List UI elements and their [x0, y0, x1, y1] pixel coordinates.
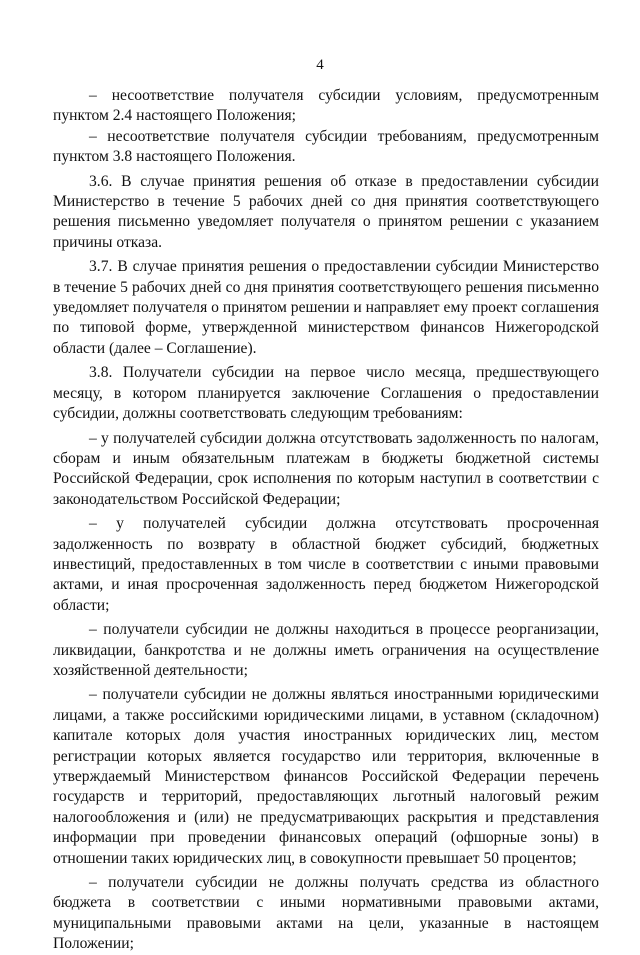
paragraph-3-7: 3.7. В случае принятия решения о предоставлении субсидии Министерство в течение 5 рабочих дней со дня принятия соответствующего решения письменно уведомляет получателя о принятом решении и направляет ему проект соглашения по типовой форме, утвержденной министерством финансов Нижегородской области (далее – Соглашение).	[53, 258, 599, 357]
paragraph-3-8: 3.8. Получатели субсидии на первое число месяца, предшествующего месяцу, в котором планируется заключение Соглашения о предоставлении субсидии, должны соответствовать следующим требованиям:	[53, 364, 599, 423]
requirement-no-other-funds: – получатели субсидии не должны получать средства из областного бюджета в соответствии с иными нормативными правовыми актами, муниципальными правовыми актами на цели, указанные в настоящем Положении;	[53, 874, 599, 953]
requirement-no-reorganization: – получатели субсидии не должны находиться в процессе реорганизации, ликвидации, банкротства и не должны иметь ограничения на осуществление хозяйственной деятельности;	[53, 621, 599, 679]
page-number: 4	[316, 57, 324, 73]
requirement-no-overdue-debt: – у получателей субсидии должна отсутствовать просроченная задолженность по возврату в областной бюджет субсидий, бюджетных инвестиций, предоставленных в том числе в соответствии с иными правовыми актами, и иная просроченная задолженность перед бюджетом Нижегородской области;	[53, 515, 599, 614]
paragraph-condition-mismatch: – несоответствие получателя субсидии условиям, предусмотренным пунктом 2.4 настоящего Положения;	[53, 87, 599, 125]
requirement-not-foreign-entity: – получатели субсидии не должны являться иностранными юридическими лицами, а также российскими юридическими лицами, в уставном (складочном) капитале которых доля участия иностранных юридических лиц, местом регистрации которых является государство или территория, включенные в утверждаемый Министерством финансов Российской Федерации перечень государств и территорий, предоставляющих льготный налоговый режим налогообложения и (или) не предусматривающих раскрытия и представления информации при проведении финансовых операций (офшорные зоны) в отношении таких юридических лиц, в совокупности превышает 50 процентов;	[53, 686, 599, 867]
requirement-no-tax-debt: – у получателей субсидии должна отсутствовать задолженность по налогам, сборам и иным обязательным платежам в бюджеты бюджетной системы Российской Федерации, срок исполнения по которым наступил в соответствии с законодательством Российской Федерации;	[53, 429, 599, 508]
paragraph-3-6: 3.6. В случае принятия решения об отказе в предоставлении субсидии Министерство в течение 5 рабочих дней со дня принятия соответствующего решения письменно уведомляет получателя о принятом решении с указанием причины отказа.	[53, 172, 599, 251]
document-body	[53, 86, 599, 955]
paragraph-requirement-mismatch: – несоответствие получателя субсидии требованиям, предусмотренным пунктом 3.8 настоящего Положения.	[53, 127, 599, 166]
